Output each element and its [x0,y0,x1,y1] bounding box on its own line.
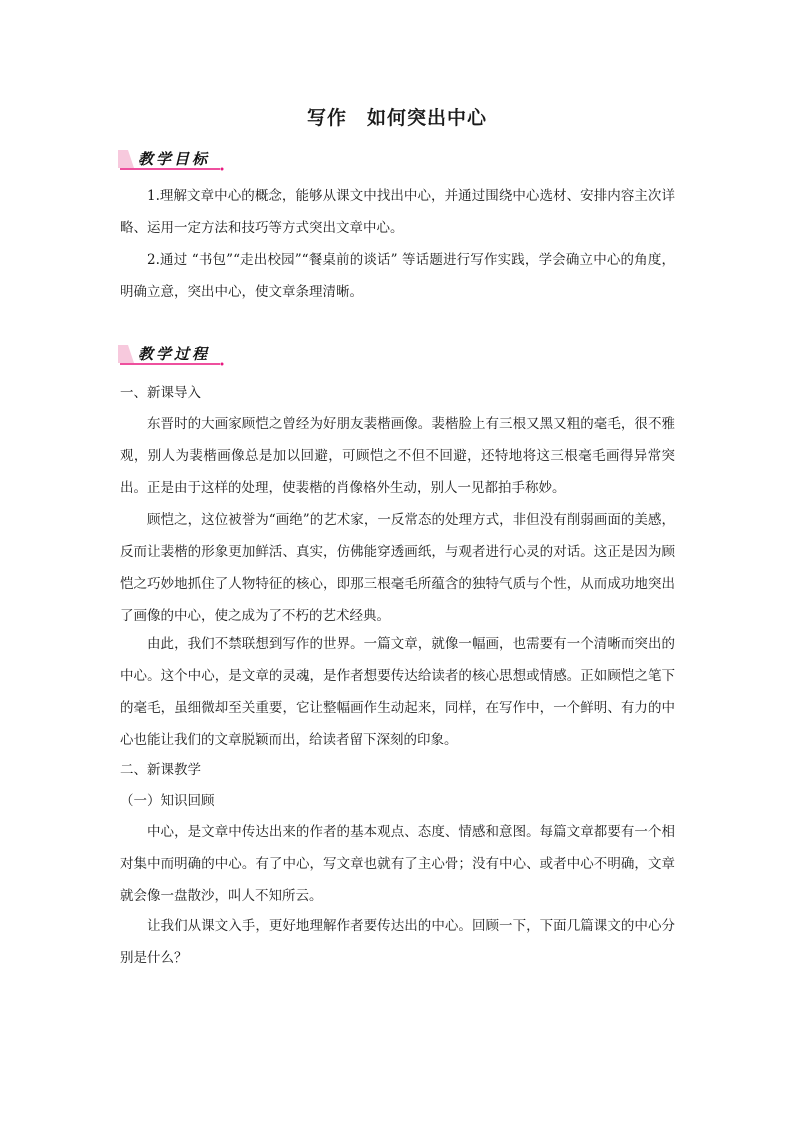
section-tag-process [118,341,230,367]
heading-new-lesson-teaching: 二、新课教学 [120,762,201,778]
heading-new-lesson-intro: 一、新课导入 [120,385,201,401]
section-tag-label: 教学过程 [138,345,211,363]
paragraph-2: 顾恺之，这位被誉为“画绝”的艺术家，一反常态的处理方式，非但没有削弱画面的美感，反而让裴楷的形象更加鲜活、真实，仿佛能穿透画纸，与观者进行心灵的对话。这正是因为顾恺之巧妙地抓住了人物特征的核心，即那三根毫毛所蕴含的独特气质与个性，从而成功地突出了画像的中心，使之成为了不朽的艺术经典。 [120,512,675,624]
objective-item-2: 2.通过 “书包”“走出校园”“餐桌前的谈话” 等话题进行写作实践，学会确立中心的角度，明确立意，突出中心，使文章条理清晰。 [120,252,675,300]
page-title: 写作 如何突出中心 [306,107,487,129]
objective-item-1: 1.理解文章中心的概念，能够从课文中找出中心，并通过围绕中心选材、安排内容主次详略、运用一定方法和技巧等方式突出文章中心。 [120,188,675,236]
paragraph-4: 中心，是文章中传达出来的作者的基本观点、态度、情感和意图。每篇文章都要有一个相对集中而明确的中心。有了中心，写文章也就有了主心骨；没有中心、或者中心不明确，文章就会像一盘散沙，叫人不知所云。 [120,824,675,904]
section-tag-objectives [118,146,230,172]
section-tag-label: 教学目标 [138,150,211,168]
paragraph-3: 由此，我们不禁联想到写作的世界。一篇文章，就像一幅画，也需要有一个清晰而突出的中心。这个中心，是文章的灵魂，是作者想要传达给读者的核心思想或情感。正如顾恺之笔下的毫毛，虽细微却至关重要，它让整幅画作生动起来，同样，在写作中，一个鲜明、有力的中心也能让我们的文章脱颖而出，给读者留下深刻的印象。 [120,636,675,748]
paragraph-5: 让我们从课文入手，更好地理解作者要传达出的中心。回顾一下，下面几篇课文的中心分别是什么？ [120,918,675,966]
heading-knowledge-review: （一）知识回顾 [120,793,215,809]
paragraph-1: 东晋时的大画家顾恺之曾经为好朋友裴楷画像。裴楷脸上有三根又黑又粗的毫毛，很不雅观，别人为裴楷画像总是加以回避，可顾恺之不但不回避，还特地将这三根毫毛画得异常突出。正是由于这样的处理，使裴楷的肖像格外生动，别人一见都拍手称妙。 [120,416,675,496]
